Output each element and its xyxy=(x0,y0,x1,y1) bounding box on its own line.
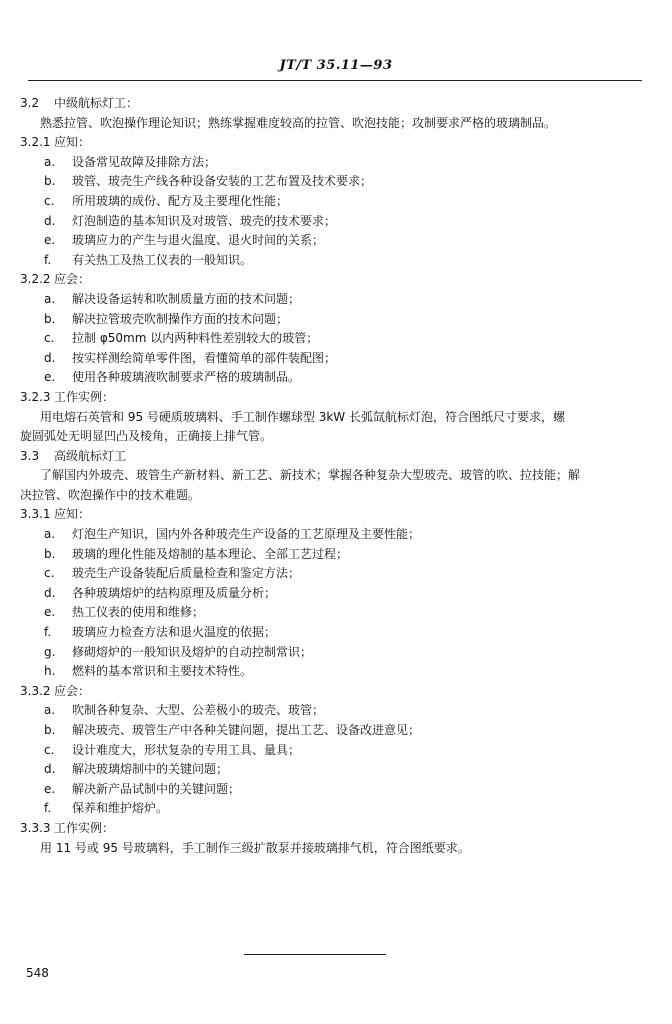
list-item-marker: c. xyxy=(44,742,55,757)
list-item-marker: b. xyxy=(44,311,56,326)
list-item xyxy=(20,172,632,192)
list-item xyxy=(20,545,632,565)
list-item xyxy=(20,741,632,761)
section-number: 3.3.3 xyxy=(20,820,51,835)
section-number: 3.2 xyxy=(20,96,40,110)
section-heading xyxy=(20,94,632,114)
section-heading xyxy=(20,505,632,525)
section-heading xyxy=(20,388,632,408)
list-item xyxy=(20,153,632,173)
section-number: 3.3 xyxy=(20,448,40,463)
list-item xyxy=(20,349,632,369)
list-item-marker: d. xyxy=(44,350,56,365)
list-item-text: 玻壳生产设备装配后质量检查和鉴定方法； xyxy=(72,566,301,581)
list-item-marker: b. xyxy=(44,723,56,737)
list-item-marker: b. xyxy=(44,546,56,561)
list-item xyxy=(20,662,632,682)
section-heading xyxy=(20,682,632,702)
list-item-marker: d. xyxy=(44,762,56,777)
list-item-text: 解决设备运转和吹制质量方面的技术问题； xyxy=(72,291,301,306)
section-number: 3.2.2 xyxy=(20,272,51,287)
list-item-marker: c. xyxy=(44,193,55,208)
list-item-text: 按实样测绘简单零件图，看懂简单的部件装配图； xyxy=(72,350,337,365)
list-item-marker: f. xyxy=(44,625,52,640)
list-item-marker: a. xyxy=(44,703,56,718)
list-item xyxy=(20,603,632,623)
section-number: 3.3.1 xyxy=(20,507,51,522)
section-heading xyxy=(20,133,632,153)
list-item-text: 玻管、玻壳生产线各种设备安装的工艺布置及技术要求； xyxy=(72,174,373,189)
list-item-text: 保养和维护熔炉。 xyxy=(72,801,169,816)
list-item-marker: e. xyxy=(44,605,56,620)
header-rule xyxy=(28,80,642,81)
standard-code-header: JT/T 35.11—93 xyxy=(279,58,393,73)
list-item xyxy=(20,329,632,349)
list-item-text: 设计难度大，形状复杂的专用工具、量具； xyxy=(72,742,301,757)
list-item-marker: a. xyxy=(44,154,56,169)
page-number: 548 xyxy=(26,966,49,980)
list-item-text: 使用各种玻璃液吹制要求严格的玻璃制品。 xyxy=(72,370,301,385)
paragraph-line: 了解国内外玻壳、玻管生产新材料、新工艺、新技术；掌握各种复杂大型玻壳、玻管的吹、拉技能；解 xyxy=(40,468,581,483)
list-item-text: 设备常见故障及排除方法； xyxy=(72,154,217,169)
section-title: 工作实例： xyxy=(54,820,115,835)
section-title: 工作实例： xyxy=(54,389,115,404)
list-item-marker: c. xyxy=(44,566,55,581)
section-title: 高级航标灯工 xyxy=(54,448,127,463)
list-item xyxy=(20,290,632,310)
footnote-rule xyxy=(244,954,386,955)
list-item-text: 解决玻璃熔制中的关键问题； xyxy=(72,762,229,777)
list-item xyxy=(20,212,632,232)
list-item xyxy=(20,564,632,584)
list-item-text: 修砌熔炉的一般知识及熔炉的自动控制常识； xyxy=(72,644,313,659)
list-item xyxy=(20,799,632,819)
list-item xyxy=(20,721,632,741)
list-item xyxy=(20,368,632,388)
list-item-marker: b. xyxy=(44,174,56,189)
section-number: 3.2.3 xyxy=(20,389,51,404)
list-item-text: 解决拉管玻壳吹制操作方面的技术问题； xyxy=(72,311,289,326)
list-item xyxy=(20,643,632,663)
paragraph-line: 旋圆弧处无明显凹凸及棱角，正确接上排气管。 xyxy=(20,429,273,444)
list-item-text: 解决新产品试制中的关键问题； xyxy=(72,781,241,796)
list-item xyxy=(20,310,632,330)
section-number: 3.3.2 xyxy=(20,683,51,698)
list-item-marker: e. xyxy=(44,370,56,385)
list-item-text: 灯泡制造的基本知识及对玻管、玻壳的技术要求； xyxy=(72,213,337,228)
list-item-text: 解决玻壳、玻管生产中各种关键问题，提出工艺、设备改进意见； xyxy=(72,723,421,737)
section-title: 中级航标灯工： xyxy=(54,96,139,110)
list-item-text: 拉制 φ50mm 以内两种料性差别较大的玻管； xyxy=(72,331,319,346)
list-item xyxy=(20,623,632,643)
list-item-text: 所用玻璃的成份、配方及主要理化性能； xyxy=(72,193,289,208)
paragraph-line: 用电熔石英管和 95 号硬质玻璃料、手工制作螺球型 3kW 长弧氙航标灯泡，符合图纸尺寸要求，螺 xyxy=(40,409,565,424)
list-item xyxy=(20,701,632,721)
list-item-marker: g. xyxy=(44,644,56,659)
list-item-text: 热工仪表的使用和维修； xyxy=(72,605,205,620)
list-item xyxy=(20,584,632,604)
list-item xyxy=(20,231,632,251)
list-item-text: 玻璃应力的产生与退火温度、退火时间的关系； xyxy=(72,233,325,248)
list-item xyxy=(20,192,632,212)
section-title: 应知： xyxy=(54,507,91,522)
list-item-text: 玻璃应力检查方法和退火温度的依据； xyxy=(72,625,277,640)
paragraph-line: 用 11 号或 95 号玻璃料，手工制作三级扩散泵并接玻璃排气机，符合图纸要求。 xyxy=(40,840,470,855)
list-item-marker: e. xyxy=(44,781,56,796)
section-title: 应知： xyxy=(54,135,91,150)
list-item xyxy=(20,525,632,545)
list-item-marker: e. xyxy=(44,233,56,248)
section-title: 应会： xyxy=(54,272,91,287)
list-item xyxy=(20,251,632,271)
list-item-text: 各种玻璃熔炉的结构原理及质量分析； xyxy=(72,585,277,600)
section-number: 3.2.1 xyxy=(20,135,51,150)
paragraph-line: 熟悉拉管、吹泡操作理论知识；熟练掌握难度较高的拉管、吹泡技能；攻制要求严格的玻璃制品。 xyxy=(40,115,557,130)
document-body xyxy=(20,94,632,858)
list-item-marker: a. xyxy=(44,291,56,306)
list-item-marker: d. xyxy=(44,585,56,600)
list-item-marker: f. xyxy=(44,252,52,267)
paragraph-line: 决拉管、吹泡操作中的技术难题。 xyxy=(20,487,201,502)
list-item-marker: h. xyxy=(44,664,56,679)
list-item-text: 吹制各种复杂、大型、公差极小的玻壳、玻管； xyxy=(72,703,325,718)
list-item-marker: c. xyxy=(44,331,55,346)
section-title: 应会： xyxy=(54,683,91,698)
list-item-marker: a. xyxy=(44,527,56,542)
section-heading xyxy=(20,819,632,839)
list-item-marker: f. xyxy=(44,801,52,816)
list-item-text: 有关热工及热工仪表的一般知识。 xyxy=(72,252,253,267)
section-heading xyxy=(20,270,632,290)
list-item-text: 灯泡生产知识，国内外各种玻壳生产设备的工艺原理及主要性能； xyxy=(72,527,421,542)
list-item xyxy=(20,760,632,780)
section-heading xyxy=(20,447,632,467)
list-item-text: 玻璃的理化性能及熔制的基本理论、全部工艺过程； xyxy=(72,546,349,561)
list-item xyxy=(20,780,632,800)
list-item-text: 燃料的基本常识和主要技术特性。 xyxy=(72,664,253,679)
list-item-marker: d. xyxy=(44,213,56,228)
